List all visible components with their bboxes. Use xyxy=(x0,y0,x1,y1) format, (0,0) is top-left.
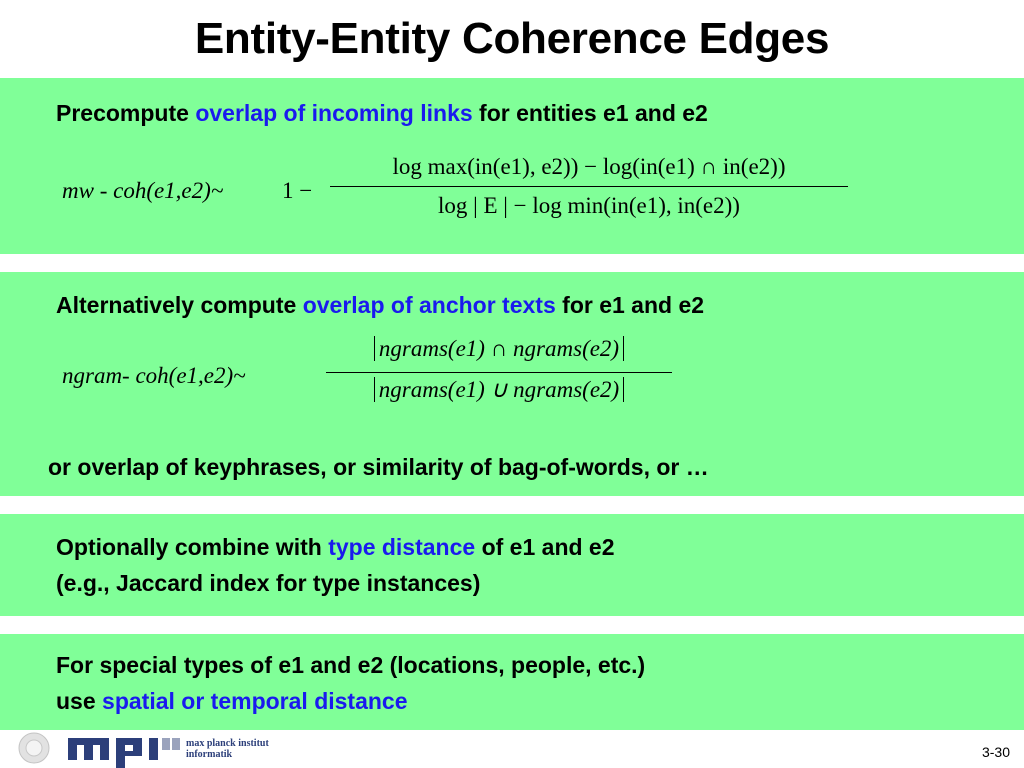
highlight-spatial-temporal: spatial or temporal distance xyxy=(102,688,408,714)
formula1-numerator: log max(in(e1), e2)) − log(in(e1) ∩ in(e2)) xyxy=(392,154,786,179)
highlight-anchor-texts: overlap of anchor texts xyxy=(302,292,556,318)
formula2-lhs: ngram- coh(e1,e2)~ xyxy=(62,363,246,388)
formula1-fraction xyxy=(330,154,848,219)
institute-logo xyxy=(12,728,302,768)
box-anchor-texts xyxy=(0,272,1024,496)
box-spatial-temporal xyxy=(0,634,1024,730)
formula1-lhs: mw - coh(e1,e2)~ xyxy=(62,178,224,203)
formula2-numerator: ngrams(e1) ∩ ngrams(e2) xyxy=(374,336,624,361)
box-incoming-links xyxy=(0,78,1024,254)
formula1-denominator: log | E | − log min(in(e1), in(e2)) xyxy=(330,186,848,219)
formula2-fraction xyxy=(326,336,672,403)
box2-line: Alternatively compute overlap of anchor texts for e1 and e2 xyxy=(56,292,705,318)
footer xyxy=(0,728,1024,768)
formula1-one-minus: 1 − xyxy=(282,178,313,203)
logo-text-1: max planck institut xyxy=(186,738,269,749)
box4-line2: use spatial or temporal distance xyxy=(56,688,408,714)
box2-line2: or overlap of keyphrases, or similarity of bag-of-words, or … xyxy=(48,454,709,480)
box4-line1: For special types of e1 and e2 (locations, people, etc.) xyxy=(56,652,646,678)
box1-line: Precompute overlap of incoming links for entities e1 and e2 xyxy=(56,100,708,126)
box3-line2: (e.g., Jaccard index for type instances) xyxy=(56,570,481,596)
page-number: 3-30 xyxy=(981,744,1010,760)
box-type-distance xyxy=(0,514,1024,616)
formula2-denominator: ngrams(e1) ∪ ngrams(e2) xyxy=(374,377,624,402)
highlight-type-distance: type distance xyxy=(328,534,476,560)
logo-text-2: informatik xyxy=(186,749,233,760)
highlight-incoming-links: overlap of incoming links xyxy=(195,100,473,126)
box3-line1: Optionally combine with type distance of e1 and e2 xyxy=(56,534,615,560)
slide-title: Entity-Entity Coherence Edges xyxy=(194,14,830,63)
